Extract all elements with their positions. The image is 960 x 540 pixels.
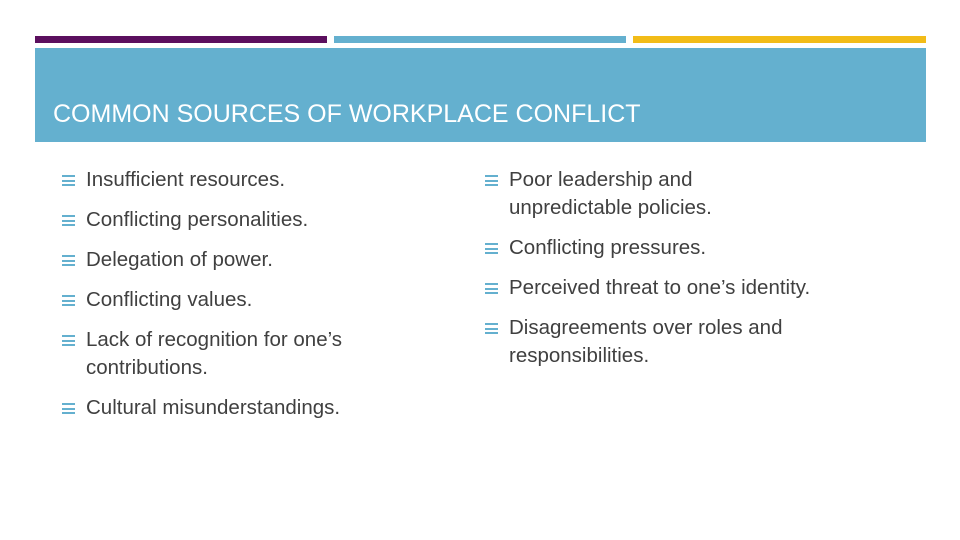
bullet-item: [62, 166, 422, 194]
bullet-text: Conflicting values.: [86, 288, 253, 311]
three-bar-bullet-icon: [485, 323, 498, 334]
accent-stripe-gold: [633, 36, 926, 43]
bullet-item: [62, 246, 422, 274]
bullet-item: [62, 394, 422, 422]
bullet-text: Conflicting personalities.: [86, 208, 309, 231]
bullet-text: Delegation of power.: [86, 248, 273, 271]
three-bar-bullet-icon: [485, 175, 498, 186]
three-bar-bullet-icon: [62, 335, 75, 346]
accent-stripe-blue: [334, 36, 626, 43]
bullet-item: [485, 314, 809, 370]
three-bar-bullet-icon: [485, 283, 498, 294]
three-bar-bullet-icon: [485, 243, 498, 254]
bullet-item: [62, 286, 422, 314]
left-bullet-list: [62, 166, 422, 422]
bullet-item: [485, 166, 784, 222]
bullet-text: Disagreements over roles and responsibilities.: [509, 316, 783, 367]
bullet-text: Cultural misunderstandings.: [86, 396, 341, 419]
bullet-text: Perceived threat to one’s identity.: [509, 276, 811, 299]
bullet-item: [62, 206, 422, 234]
bullet-text: Lack of recognition for one’s contributions.: [86, 328, 343, 379]
accent-stripe-purple: [35, 36, 327, 43]
bullet-item: [485, 234, 905, 262]
three-bar-bullet-icon: [62, 175, 75, 186]
three-bar-bullet-icon: [62, 403, 75, 414]
three-bar-bullet-icon: [62, 295, 75, 306]
slide-title: COMMON SOURCES OF WORKPLACE CONFLICT: [53, 100, 641, 128]
bullet-text: Conflicting pressures.: [509, 236, 707, 259]
title-band: [35, 48, 926, 142]
three-bar-bullet-icon: [62, 215, 75, 226]
three-bar-bullet-icon: [62, 255, 75, 266]
bullet-item: [485, 274, 905, 302]
bullet-text: Poor leadership and unpredictable policies.: [509, 168, 712, 219]
bullet-item: [62, 326, 346, 382]
right-bullet-list: [485, 166, 905, 370]
bullet-text: Insufficient resources.: [86, 168, 286, 191]
